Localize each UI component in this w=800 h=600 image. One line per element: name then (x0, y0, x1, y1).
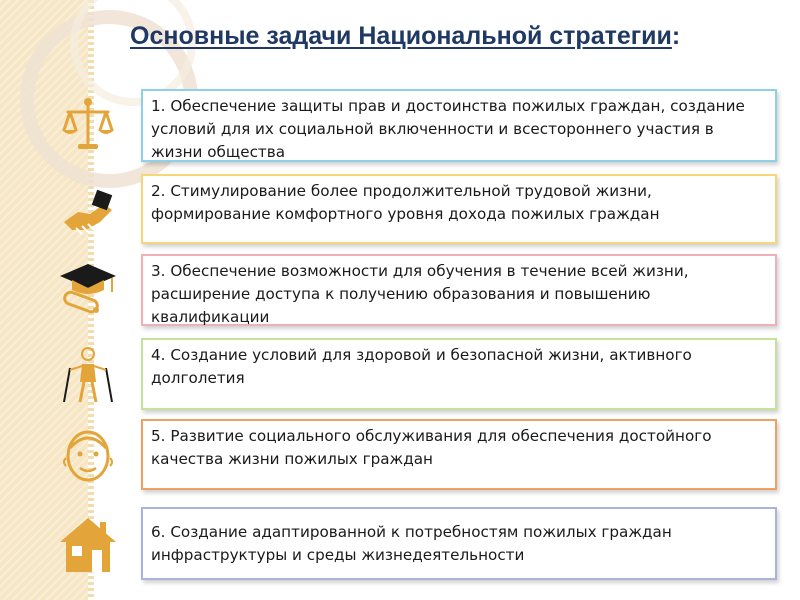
hiker-icon (56, 342, 120, 406)
task-box-5 (141, 419, 777, 490)
task-text-6: 6. Создание адаптированной к потребностям пожилых граждан инфраструктуры и среды жизнедеятельности (151, 523, 672, 564)
task-box-3 (141, 254, 777, 326)
slide-title (130, 22, 770, 51)
scales-icon (56, 92, 120, 156)
graduation-cap-icon (56, 258, 120, 322)
task-text-2: 2. Стимулирование более продолжительной трудовой жизни, формирование комфортного уровня дохода пожилых граждан (151, 182, 660, 223)
task-box-6 (141, 507, 777, 580)
task-text-5: 5. Развитие социального обслуживания для обеспечения достойного качества жизни пожилых граждан (151, 427, 712, 468)
task-text-4: 4. Создание условий для здоровой и безопасной жизни, активного долголетия (151, 346, 692, 387)
house-icon (56, 512, 120, 576)
task-box-4 (141, 338, 777, 410)
task-box-2 (141, 174, 777, 244)
task-text-1: 1. Обеспечение защиты прав и достоинства пожилых граждан, создание условий для их социальной включенности и всестороннего участия в жизни общества (151, 97, 745, 161)
slide-title-text: Основные задачи Национальной стратегии (130, 22, 672, 50)
task-box-1 (141, 89, 777, 162)
elder-face-icon (56, 424, 120, 488)
slide-title-colon: : (671, 22, 681, 50)
task-text-3: 3. Обеспечение возможности для обучения в течение всей жизни, расширение доступа к получению образования и повышению квалификации (151, 262, 689, 326)
handshake-icon (56, 182, 120, 246)
